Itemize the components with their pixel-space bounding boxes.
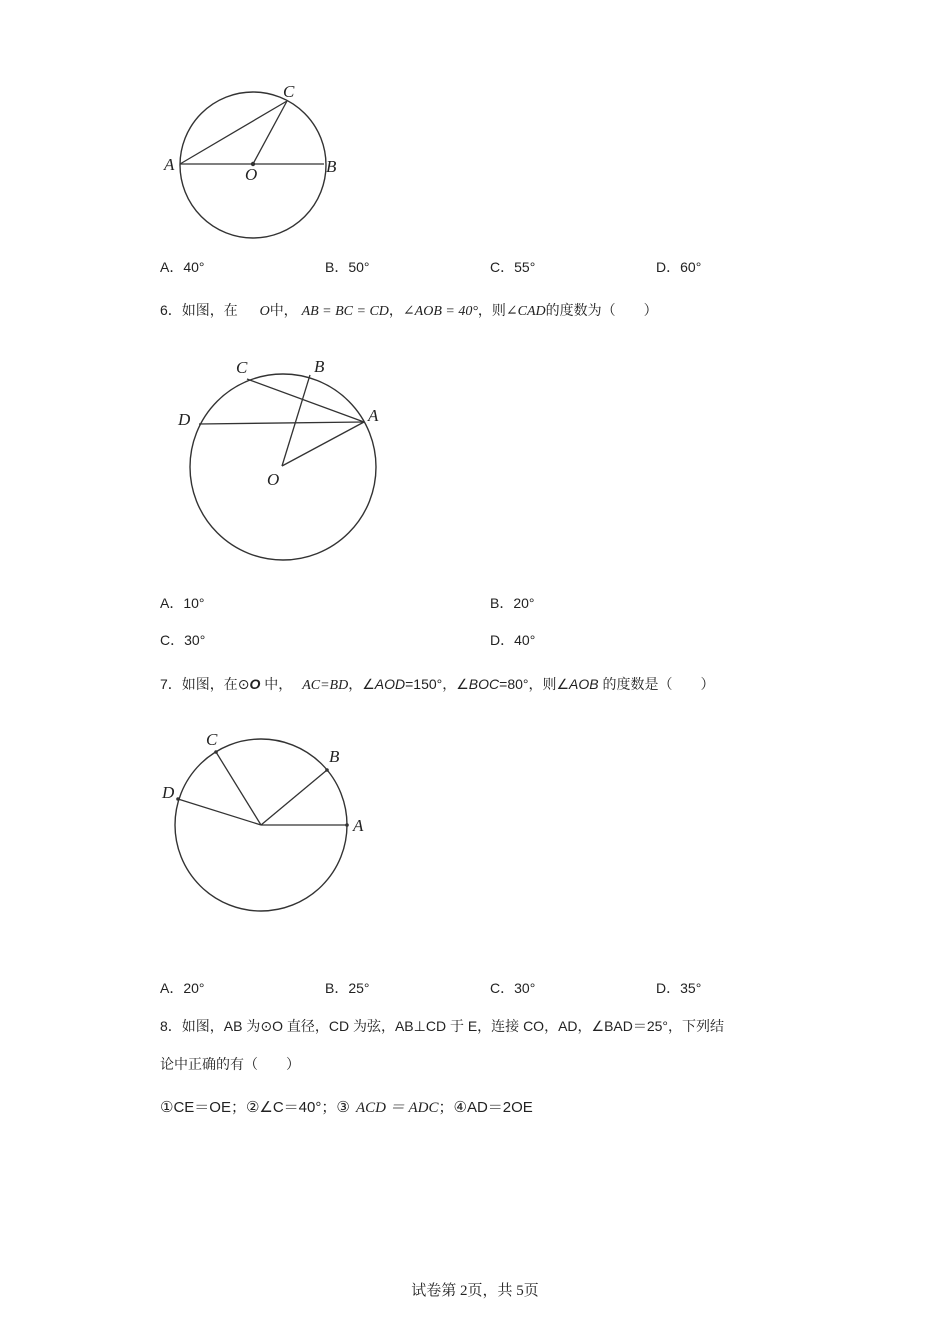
- q8-stem-line2: 论中正确的有（ ）: [160, 1056, 300, 1072]
- q5-option-b: B．50°: [325, 259, 370, 275]
- q6-option-d: D．40°: [490, 632, 536, 648]
- q7-option-a: A．20°: [160, 980, 205, 996]
- radius-od: [178, 799, 261, 825]
- label-d: D: [178, 410, 191, 429]
- q7-option-c: C．30°: [490, 980, 536, 996]
- point-d: [176, 797, 180, 801]
- q5-option-d: D．60°: [656, 259, 702, 275]
- label-b: B: [326, 157, 337, 176]
- q6-option-c: C．30°: [160, 632, 206, 648]
- point-c: [214, 750, 218, 754]
- q5-option-c: C．55°: [490, 259, 536, 275]
- q8-statements: ①CE＝OE；②∠C＝40°；③ ACD ＝ ADC；④AD＝2OE: [160, 1099, 533, 1116]
- label-o: O: [267, 470, 280, 489]
- label-d: D: [162, 783, 175, 802]
- q6-stem: 6．如图，在 O中， AB = BC = CD，∠AOB = 40°，则∠CAD的度数为（ ）: [160, 302, 658, 319]
- radius-ob: [261, 770, 327, 825]
- q7-option-b: B．25°: [325, 980, 370, 996]
- label-c: C: [236, 358, 248, 377]
- label-o: O: [245, 165, 258, 184]
- q5-option-a: A．40°: [160, 259, 205, 275]
- label-a: A: [353, 816, 364, 835]
- label-a: A: [164, 155, 175, 174]
- q7-stem: 7．如图，在⊙O 中， AC=BD，∠AOD=150°，∠BOC=80°，则∠AOB 的度数是（ ）: [160, 676, 715, 693]
- q8-stem-line1: 8．如图，AB 为⊙O 直径，CD 为弦，AB⊥CD 于 E，连接 CO，AD，∠BAD＝25°，下列结: [160, 1018, 725, 1034]
- label-c: C: [283, 82, 295, 101]
- page-footer: 试卷第 2页，共 5页: [411, 1283, 539, 1299]
- label-a: A: [368, 406, 379, 425]
- label-b: B: [314, 357, 325, 376]
- q6-option-a: A．10°: [160, 595, 205, 611]
- label-b: B: [329, 747, 340, 766]
- point-b: [325, 768, 329, 772]
- q7-option-d: D．35°: [656, 980, 702, 996]
- radius-oc: [216, 752, 261, 825]
- label-c: C: [206, 730, 218, 749]
- point-a: [345, 823, 349, 827]
- q6-option-b: B．20°: [490, 595, 535, 611]
